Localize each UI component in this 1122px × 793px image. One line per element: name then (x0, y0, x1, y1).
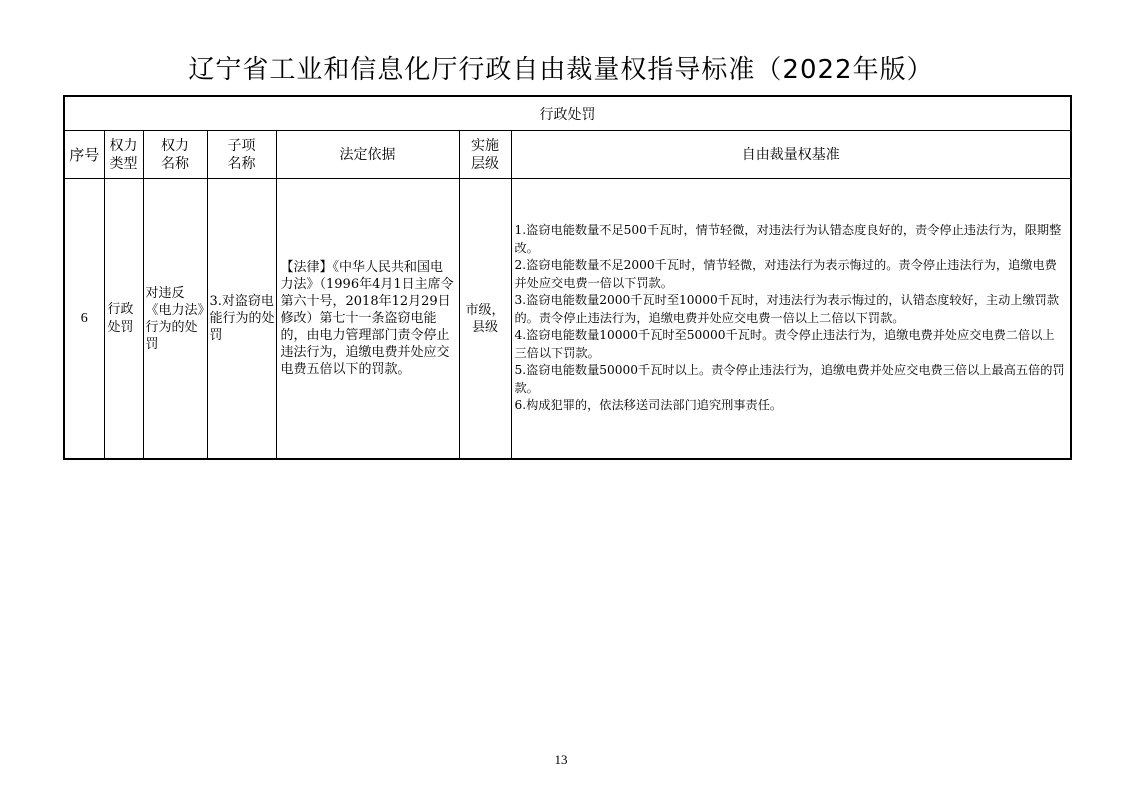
section-label: 行政处罚 (64, 96, 1071, 131)
header-standard: 自由裁量权基准 (511, 131, 1071, 179)
header-sub-item-line1: 子项 (227, 137, 256, 154)
header-power-type (104, 131, 143, 179)
standard-item-1: 1.盗窃电能数量不足500千瓦时，情节轻微，对违法行为认错态度良好的，责令停止违法行为，限期整改。 (514, 223, 1062, 255)
header-level-line1: 实施 (471, 137, 499, 154)
cell-power-name: 对违反《电力法》行为的处罚 (143, 179, 207, 460)
header-power-name (143, 131, 207, 179)
discretion-standard-table (63, 95, 1072, 460)
page-number: 13 (554, 752, 568, 767)
header-power-type-line2: 类型 (109, 155, 138, 172)
header-sub-item-line2: 名称 (227, 155, 256, 172)
cell-power-type: 行政处罚 (104, 179, 143, 460)
table-row (64, 179, 1071, 460)
cell-standard (511, 179, 1071, 460)
header-seq: 序号 (64, 131, 104, 179)
cell-level: 市级，县级 (459, 179, 511, 460)
standard-item-3: 3.盗窃电能数量2000千瓦时至10000千瓦时，对违法行为表示悔过的，认错态度较好，主动上缴罚款的。责令停止违法行为，追缴电费并处应交电费一倍以上二倍以下罚款。 (514, 293, 1060, 325)
header-level (459, 131, 511, 179)
cell-seq: 6 (64, 179, 104, 460)
standard-item-6: 6.构成犯罪的，依法移送司法部门追究刑事责任。 (514, 398, 783, 413)
header-power-name-line2: 名称 (161, 155, 189, 172)
document-title: 辽宁省工业和信息化厅行政自由裁量权指导标准（2022年版） (188, 55, 934, 85)
cell-legal-basis: 【法律】《中华人民共和国电力法》（1996年4月1日主席令第六十号，2018年12月29日修改）第七十一条盗窃电能的，由电力管理部门责令停止违法行为，追缴电费并处应交电费五倍以下的罚款。 (276, 179, 459, 460)
header-level-line2: 层级 (471, 155, 499, 172)
standard-item-5: 5.盗窃电能数量50000千瓦时以上。责令停止违法行为，追缴电费并处应交电费三倍以上最高五倍的罚款。 (514, 363, 1065, 395)
header-legal-basis: 法定依据 (276, 131, 459, 179)
header-sub-item (207, 131, 276, 179)
standard-item-2: 2.盗窃电能数量不足2000千瓦时，情节轻微，对违法行为表示悔过的。责令停止违法行为，追缴电费并处应交电费一倍以下罚款。 (514, 258, 1057, 290)
standard-item-4: 4.盗窃电能数量10000千瓦时至50000千瓦时。责令停止违法行为，追缴电费并处应交电费二倍以上三倍以下罚款。 (514, 328, 1055, 360)
cell-sub-item: 3.对盗窃电能行为的处罚 (207, 179, 276, 460)
section-header-row (64, 96, 1071, 131)
header-power-name-line1: 权力 (161, 137, 189, 154)
column-header-row (64, 131, 1071, 179)
header-power-type-line1: 权力 (109, 137, 138, 154)
